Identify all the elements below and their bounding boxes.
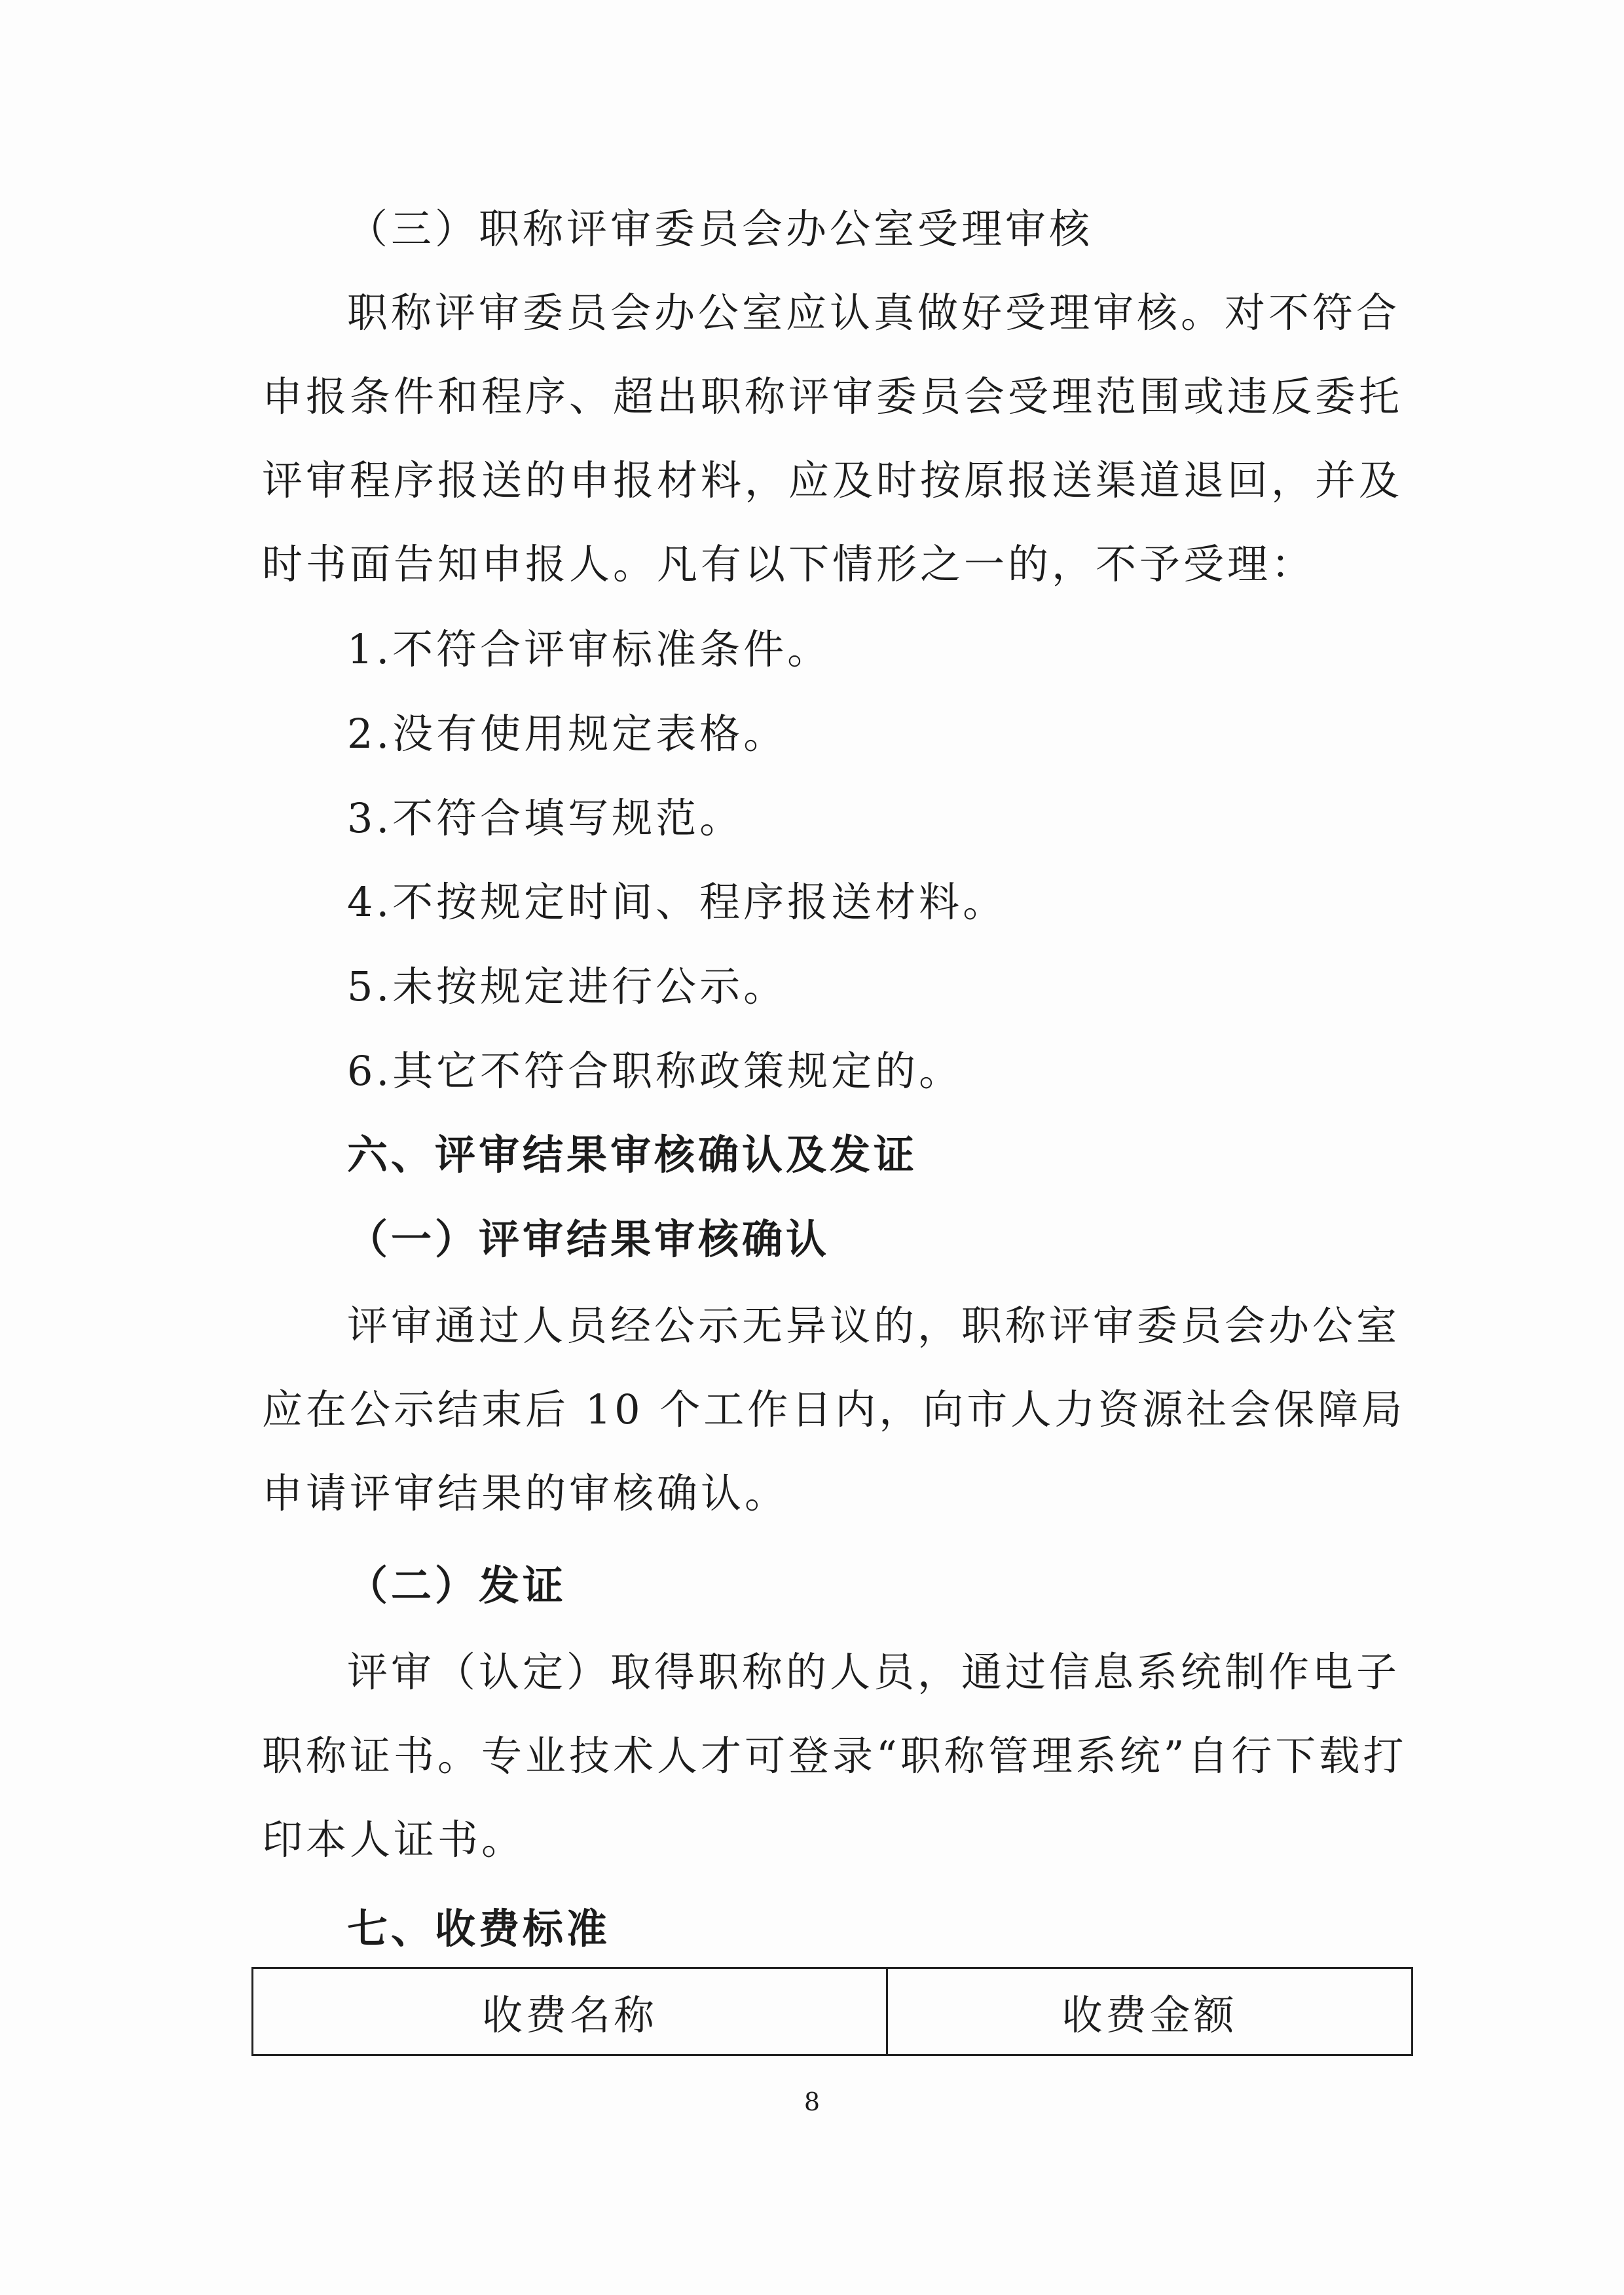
- paragraph-line: 职称证书。专业技术人才可登录“职称管理系统”自行下载打: [262, 1732, 1407, 1780]
- page-number: 8: [803, 2087, 821, 2116]
- paragraph-line: 应在公示结束后 10 个工作日内，向市人力资源社会保障局: [262, 1386, 1406, 1433]
- table-header-row: [253, 1968, 1412, 2055]
- paragraph-line: 印本人证书。: [262, 1816, 526, 1864]
- list-item: 2.没有使用规定表格。: [347, 710, 788, 758]
- list-item: 4.不按规定时间、程序报送材料。: [347, 878, 1007, 926]
- section-heading-7: 七、收费标准: [347, 1905, 611, 1953]
- paragraph-line: 申报条件和程序、超出职称评审委员会受理范围或违反委托: [262, 373, 1403, 420]
- paragraph-line: 评审通过人员经公示无异议的，职称评审委员会办公室: [347, 1302, 1401, 1349]
- paragraph-line: 评审（认定）取得职称的人员，通过信息系统制作电子: [347, 1648, 1401, 1696]
- list-item: 6.其它不符合职称政策规定的。: [347, 1047, 963, 1095]
- subsection-heading-1: （一）评审结果审核确认: [347, 1215, 830, 1263]
- list-item: 1.不符合评审标准条件。: [347, 625, 832, 673]
- list-item: 5.未按规定进行公示。: [347, 963, 788, 1010]
- paragraph-line: 职称评审委员会办公室应认真做好受理审核。对不符合: [347, 289, 1401, 337]
- paragraph-line: 申请评审结果的审核确认。: [262, 1469, 789, 1517]
- subsection-heading-2: （二）发证: [347, 1562, 567, 1609]
- paragraph-line: 评审程序报送的申报材料，应及时按原报送渠道退回，并及: [262, 456, 1403, 504]
- list-item: 3.不符合填写规范。: [347, 794, 744, 842]
- paragraph-line: 时书面告知申报人。凡有以下情形之一的，不予受理：: [262, 540, 1316, 588]
- fee-table: [251, 1967, 1413, 2056]
- fee-amount-header: 收费金额: [887, 1968, 1412, 2055]
- fee-name-header: 收费名称: [253, 1968, 887, 2055]
- section-heading-3: （三）职称评审委员会办公室受理审核: [347, 205, 1094, 253]
- section-heading-6: 六、评审结果审核确认及发证: [347, 1131, 918, 1179]
